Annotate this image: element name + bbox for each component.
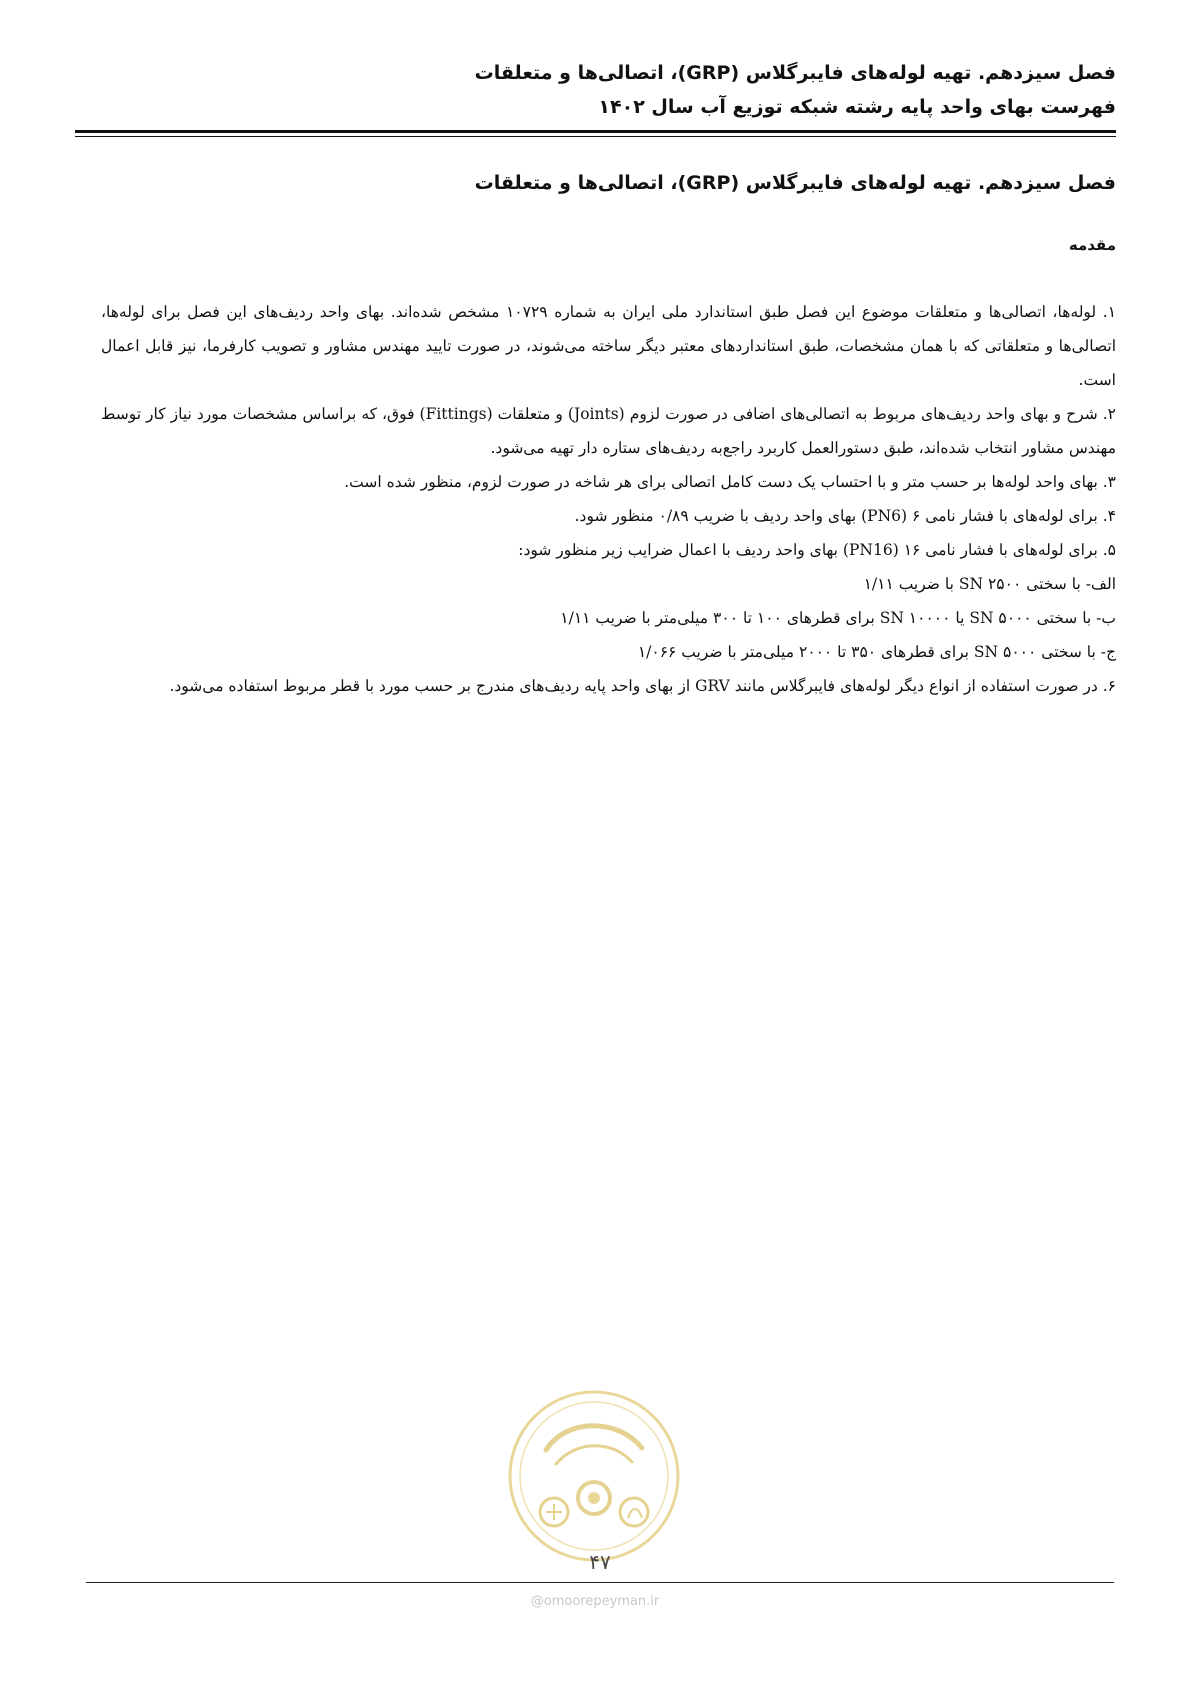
header-divider-thick bbox=[75, 130, 1116, 133]
footer-divider bbox=[86, 1582, 1114, 1583]
page-number: ۴۷ bbox=[589, 1550, 611, 1574]
paragraph-3: ۳. بهای واحد لوله‌ها بر حسب متر و با احتساب یک دست کامل اتصالی برای هر شاخه در صورت لزوم، منظور شده است. bbox=[344, 473, 1116, 491]
header-divider-thin bbox=[75, 136, 1116, 137]
paragraph-4: ۴. برای لوله‌های با فشار نامی ۶ (PN6) بهای واحد ردیف با ضریب ۰/۸۹ منظور شود. bbox=[574, 507, 1116, 525]
header-list-title: فهرست بهای واحد پایه رشته شبکه توزیع آب سال ۱۴۰۲ bbox=[598, 96, 1116, 118]
paragraph-6: ۶. در صورت استفاده از انواع دیگر لوله‌های فایبرگلاس مانند GRV از بهای واحد پایه ردیف‌های مندرج بر حسب مورد با قطر مربوط استفاده می‌شود. bbox=[169, 677, 1116, 695]
watermark-logo bbox=[506, 1388, 682, 1564]
intro-heading: مقدمه bbox=[1068, 236, 1116, 254]
paragraph-1: ۱. لوله‌ها، اتصالی‌ها و متعلقات موضوع این فصل طبق استاندارد ملی ایران به شماره ۱۰۷۲۹ مشخص شده‌اند. بهای واحد ردیف‌های این فصل برای لوله‌ها، اتصالی‌ها و متعلقاتی که با همان مشخصات، طبق استانداردهای معتبر دیگر ساخته می‌شوند، در صورت تایید مهندس مشاور و تصویب کارفرما، نیز قابل اعمال است. bbox=[101, 303, 1117, 389]
intro-body bbox=[101, 295, 1116, 703]
footer-source-handle: @omoorepeyman.ir bbox=[530, 1594, 660, 1609]
chapter-title: فصل سیزدهم. تهیه لوله‌های فایبرگلاس (GRP)، اتصالی‌ها و متعلقات bbox=[474, 172, 1116, 194]
paragraph-5: ۵. برای لوله‌های با فشار نامی ۱۶ (PN16) بهای واحد ردیف با اعمال ضرایب زیر منظور شود: bbox=[518, 541, 1116, 559]
paragraph-5a: الف- با سختی SN ۲۵۰۰ با ضریب ۱/۱۱ bbox=[863, 575, 1116, 593]
header-chapter-line: فصل سیزدهم. تهیه لوله‌های فایبرگلاس (GRP)، اتصالی‌ها و متعلقات bbox=[474, 62, 1116, 84]
paragraph-5b: ب- با سختی SN ۵۰۰۰ یا SN ۱۰۰۰۰ برای قطرهای ۱۰۰ تا ۳۰۰ میلی‌متر با ضریب ۱/۱۱ bbox=[560, 609, 1116, 627]
page-header bbox=[76, 56, 1116, 124]
paragraph-5c: ج- با سختی SN ۵۰۰۰ برای قطرهای ۳۵۰ تا ۲۰۰۰ میلی‌متر با ضریب ۱/۰۶۶ bbox=[637, 643, 1116, 661]
paragraph-2: ۲. شرح و بهای واحد ردیف‌های مربوط به اتصالی‌های اضافی در صورت لزوم (Joints) و متعلقات (Fittings) فوق، که براساس مشخصات مورد نیاز کار توسط مهندس مشاور انتخاب شده‌اند، طبق دستورالعمل کاربرد راجع‌به ردیف‌های ستاره دار تهیه می‌شود. bbox=[101, 405, 1116, 457]
watermark-seal-icon bbox=[506, 1388, 682, 1564]
